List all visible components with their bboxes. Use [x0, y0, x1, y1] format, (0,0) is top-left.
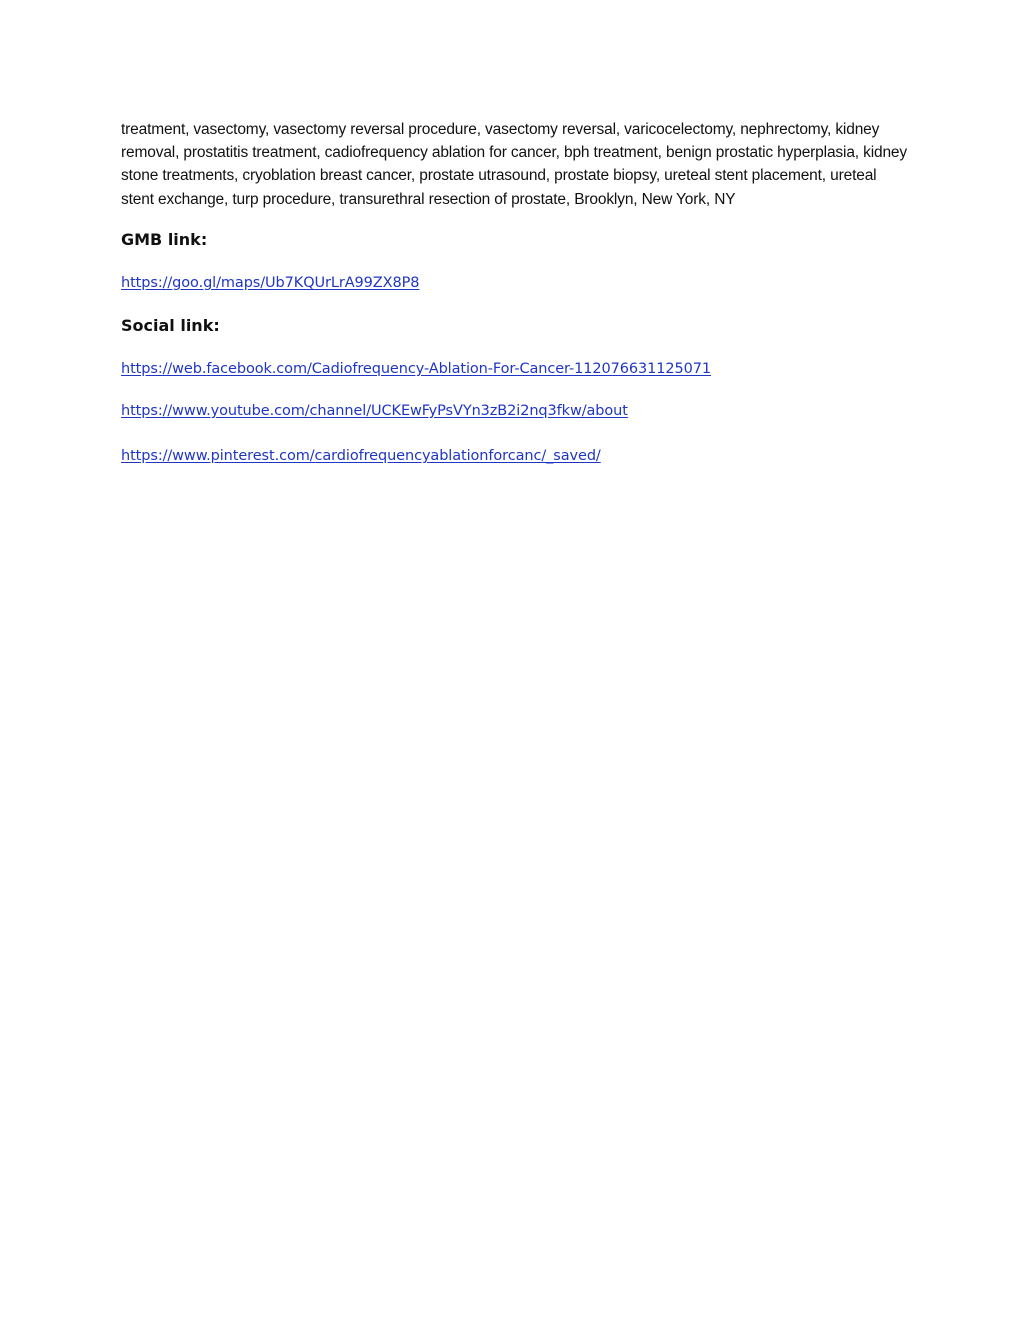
facebook-link[interactable]: https://web.facebook.com/Cadiofrequency-Ablation-For-Cancer-112076631125071 — [121, 360, 712, 377]
facebook-link-row — [121, 359, 911, 379]
gmb-link[interactable]: https://goo.gl/maps/Ub7KQUrLrA99ZX8P8 — [121, 274, 420, 291]
page-content — [121, 118, 911, 466]
gmb-link-heading: GMB link: — [121, 229, 208, 249]
keywords-paragraph: treatment, vasectomy, vasectomy reversal procedure, vasectomy reversal, varicocelectomy, nephrectomy, kidney removal, prostatitis treatment, cadiofrequency ablation for cancer, bph treatment, benign prostatic hyperplasia, kidney stone treatments, cryoblation breast cancer, prostate utrasound, prostate biopsy, ureteal stent placement, ureteal stent exchange, turp procedure, transurethral resection of prostate, Brooklyn, New York, NY — [121, 121, 908, 208]
pinterest-link-row — [121, 446, 911, 466]
youtube-link[interactable]: https://www.youtube.com/channel/UCKEwFyPsVYn3zB2i2nq3fkw/about — [121, 402, 628, 419]
youtube-link-row — [121, 401, 911, 421]
pinterest-link[interactable]: https://www.pinterest.com/cardiofrequencyablationforcanc/_saved/ — [121, 447, 601, 464]
social-link-heading: Social link: — [121, 315, 220, 335]
gmb-link-row — [121, 273, 911, 293]
